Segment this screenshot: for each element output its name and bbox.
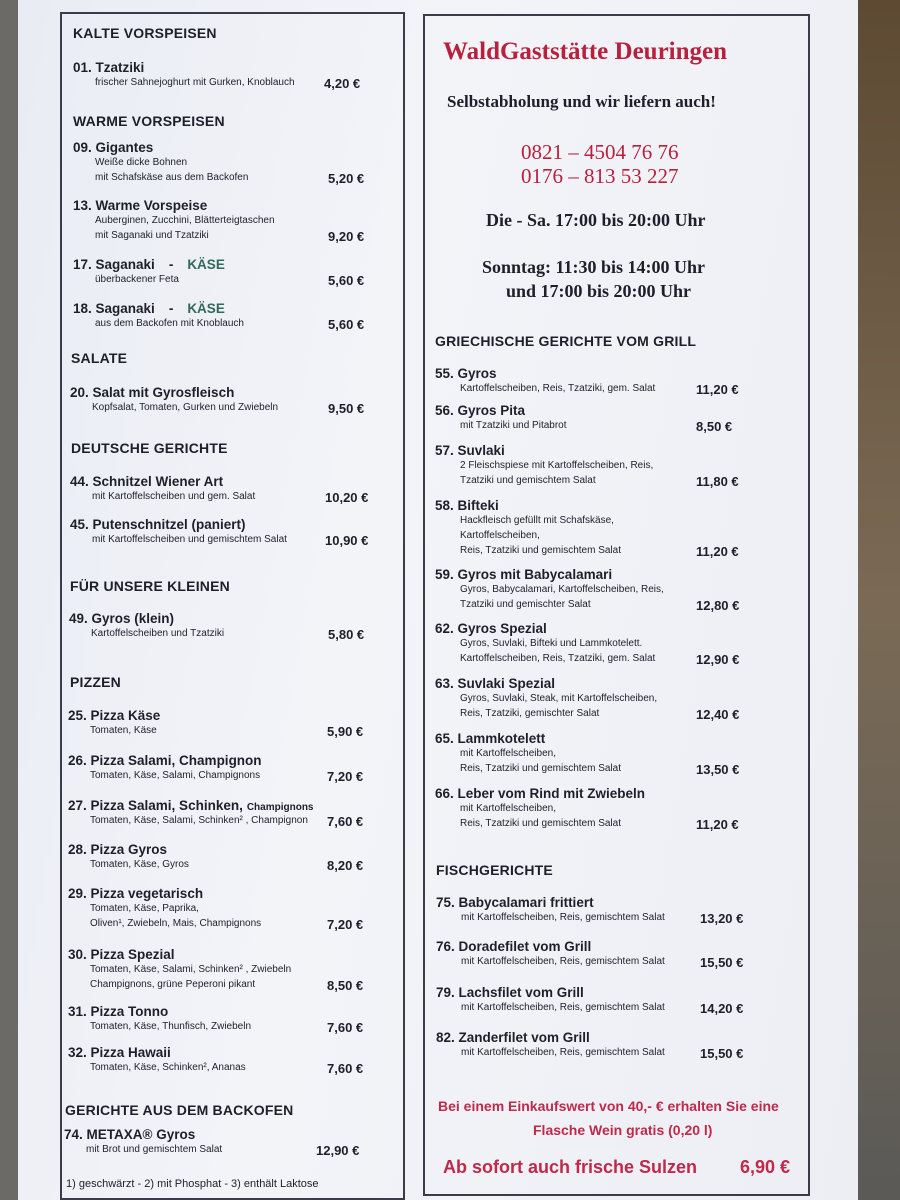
promo-sulzen-price: 6,90 € [740, 1157, 791, 1177]
section-title: GRIECHISCHE GERICHTE VOM GRILL [435, 333, 697, 349]
menu-item-name: 18. Saganaki [73, 301, 155, 316]
promo-sulzen: Ab sofort auch frische Sulzen [443, 1157, 698, 1177]
menu-item-price: 7,60 € [327, 1061, 364, 1076]
menu-item-name: 13. Warme Vorspeise [73, 198, 208, 213]
menu-item-name: 01. Tzatziki [73, 60, 145, 75]
menu-item-price: 10,90 € [325, 533, 369, 548]
menu-item [73, 257, 225, 287]
menu-item-price: 11,20 € [696, 544, 739, 559]
menu-item-description: Kartoffelscheiben, [460, 530, 540, 541]
menu-item-price: 5,90 € [327, 724, 364, 739]
menu-item-description: Gyros, Suvlaki, Steak, mit Kartoffelscheiben, [460, 693, 658, 704]
menu-item-name: 65. Lammkotelett [435, 731, 546, 746]
footnote: 1) geschwärzt - 2) mit Phosphat - 3) enthält Laktose [66, 1178, 319, 1190]
menu-item-name: 31. Pizza Tonno [68, 1004, 169, 1019]
menu-item-price: 13,20 € [700, 911, 744, 926]
section-title: DEUTSCHE GERICHTE [71, 440, 228, 456]
hours-weekdays: Die - Sa. 17:00 bis 20:00 Uhr [486, 210, 706, 230]
section-title: WARME VORSPEISEN [73, 113, 225, 129]
restaurant-name: WaldGaststätte Deuringen [443, 38, 728, 65]
menu-item-description: mit Brot und gemischtem Salat [86, 1144, 223, 1155]
menu-item [435, 731, 621, 776]
menu-item-description: Auberginen, Zucchini, Blätterteigtaschen [95, 215, 275, 226]
menu-item-description: Reis, Tzatziki und gemischtem Salat [460, 818, 621, 829]
hours-sunday-evening: und 17:00 bis 20:00 Uhr [506, 281, 692, 301]
menu-item-description: Gyros, Babycalamari, Kartoffelscheiben, Reis, [460, 584, 664, 595]
menu-item-description: Tomaten, Käse, Paprika, [90, 903, 199, 914]
menu-item-name: 28. Pizza Gyros [68, 842, 168, 857]
section-title: GERICHTE AUS DEM BACKOFEN [65, 1102, 294, 1118]
menu-item [436, 1030, 665, 1060]
menu-item [70, 474, 255, 504]
menu-item-description: Champignons, grüne Peperoni pikant [90, 979, 256, 990]
menu-item-description: Tomaten, Käse, Salami, Schinken² , Champignon [90, 815, 308, 826]
menu-item [435, 498, 621, 558]
menu-item-name: 82. Zanderfilet vom Grill [436, 1030, 590, 1045]
menu-item-price: 9,50 € [328, 401, 365, 416]
separator: - [168, 301, 174, 316]
cheese-tag: KÄSE [187, 301, 225, 316]
menu-item-description: mit Kartoffelscheiben, [460, 748, 556, 759]
separator: - [168, 257, 174, 272]
menu-item-price: 11,80 € [696, 474, 739, 489]
promo-text: Bei einem Einkaufswert von 40,- € erhalten Sie eine [438, 1098, 779, 1114]
menu-item-price: 15,50 € [700, 955, 744, 970]
menu-item-description: mit Kartoffelscheiben, Reis, gemischtem Salat [461, 1002, 665, 1013]
menu-item [73, 198, 275, 243]
menu-item [73, 301, 244, 331]
background-edge [858, 0, 900, 1200]
menu-item-price: 7,20 € [327, 917, 364, 932]
menu-item-description: 2 Fleischspiese mit Kartoffelscheiben, Reis, [460, 460, 654, 471]
menu-item-description: Tomaten, Käse, Salami, Schinken² , Zwiebeln [90, 964, 292, 975]
phone-1: 0821 – 4504 76 76 [521, 140, 679, 164]
menu-item-price: 8,50 € [696, 419, 733, 434]
menu-item [68, 1045, 246, 1075]
menu-item-name: 74. METAXA® Gyros [64, 1127, 196, 1142]
menu-item-description: mit Schafskäse aus dem Backofen [95, 172, 249, 183]
phone-2: 0176 – 813 53 227 [521, 164, 679, 188]
menu-item-description: Tomaten, Käse, Gyros [90, 859, 189, 870]
menu-item-description: Tomaten, Käse, Schinken², Ananas [90, 1062, 246, 1073]
menu-item [435, 567, 664, 612]
menu-item-description: Hackfleisch gefüllt mit Schafskäse, [460, 515, 614, 526]
menu-item-price: 5,60 € [328, 273, 365, 288]
menu-item [435, 366, 655, 396]
menu-item-name: 75. Babycalamari frittiert [436, 895, 594, 910]
menu-item-description: Reis, Tzatziki und gemischtem Salat [460, 763, 621, 774]
menu-item [68, 798, 314, 828]
section-title: KALTE VORSPEISEN [73, 25, 217, 41]
menu-item [436, 985, 665, 1015]
menu-item [435, 403, 567, 433]
menu-item [436, 939, 665, 969]
menu-item-name: 09. Gigantes [73, 140, 154, 155]
menu-item-name: 55. Gyros [435, 366, 497, 381]
menu-item-price: 9,20 € [328, 229, 365, 244]
menu-item [68, 1004, 251, 1034]
menu-item-name: 45. Putenschnitzel (paniert) [70, 517, 246, 532]
menu-item-description: frischer Sahnejoghurt mit Gurken, Knoblauch [95, 77, 295, 88]
menu-item-description: überbackener Feta [95, 274, 179, 285]
menu-item-price: 15,50 € [700, 1046, 744, 1061]
menu-item-price: 5,80 € [328, 627, 365, 642]
menu-item [68, 708, 160, 738]
menu-item-description: mit Kartoffelscheiben, [460, 803, 556, 814]
menu-item-name: 20. Salat mit Gyrosfleisch [70, 385, 235, 400]
menu-item-name: 49. Gyros (klein) [69, 611, 175, 626]
menu-item-description: mit Tzatziki und Pitabrot [460, 420, 567, 431]
menu-item-price: 8,50 € [327, 978, 364, 993]
menu-item [64, 1127, 222, 1157]
menu-item-price: 12,40 € [696, 707, 740, 722]
menu-item-description: mit Kartoffelscheiben und gem. Salat [92, 491, 256, 502]
menu-item [68, 842, 189, 872]
menu-item [435, 621, 655, 666]
menu-item-price: 11,20 € [696, 382, 739, 397]
cheese-tag: KÄSE [187, 257, 225, 272]
menu-item-name: 26. Pizza Salami, Champignon [68, 753, 262, 768]
menu-item [435, 443, 653, 488]
menu-item-name: 30. Pizza Spezial [68, 947, 175, 962]
menu-item-name: 56. Gyros Pita [435, 403, 526, 418]
menu-item-name-suffix: Champignons [246, 802, 314, 813]
menu-item [70, 517, 287, 547]
menu-item-description: Tomaten, Käse [90, 725, 157, 736]
menu-item-price: 5,20 € [328, 171, 365, 186]
menu-item-name: 17. Saganaki [73, 257, 155, 272]
menu-item [68, 947, 291, 992]
section-title: FÜR UNSERE KLEINEN [70, 578, 230, 594]
menu-item-description: mit Kartoffelscheiben, Reis, gemischtem Salat [461, 956, 665, 967]
menu-item [73, 60, 295, 90]
menu-item-description: Kartoffelscheiben, Reis, Tzatziki, gem. Salat [460, 383, 656, 394]
menu-item [69, 611, 224, 641]
menu-item-name: 59. Gyros mit Babycalamari [435, 567, 613, 582]
tagline: Selbstabholung und wir liefern auch! [447, 92, 716, 111]
menu-item-description: Gyros, Suvlaki, Bifteki und Lammkotelett. [460, 638, 643, 649]
menu-item [73, 140, 248, 185]
menu-item-description: aus dem Backofen mit Knoblauch [95, 318, 244, 329]
menu-item-price: 8,20 € [327, 858, 364, 873]
menu-item-description: Kartoffelscheiben, Reis, Tzatziki, gem. Salat [460, 653, 656, 664]
menu-item [436, 895, 665, 925]
menu-item-price: 7,60 € [327, 1020, 364, 1035]
menu-item-name: 62. Gyros Spezial [435, 621, 547, 636]
menu-item [435, 786, 645, 831]
menu-item-name: 44. Schnitzel Wiener Art [70, 474, 224, 489]
menu-item-price: 12,90 € [316, 1143, 360, 1158]
menu-item [68, 753, 262, 783]
menu-item-description: Reis, Tzatziki, gemischter Salat [460, 708, 600, 719]
menu-item-price: 5,60 € [328, 317, 365, 332]
menu-item-description: mit Kartoffelscheiben, Reis, gemischtem Salat [461, 1047, 665, 1058]
menu-item-description: mit Saganaki und Tzatziki [95, 230, 209, 241]
menu-item-name: 27. Pizza Salami, Schinken, [68, 798, 243, 813]
section-title: SALATE [71, 350, 128, 366]
menu-item-price: 10,20 € [325, 490, 369, 505]
promo-text: Flasche Wein gratis (0,20 l) [533, 1122, 713, 1138]
menu-item-description: Weiße dicke Bohnen [95, 157, 188, 168]
menu-item-description: Kopfsalat, Tomaten, Gurken und Zwiebeln [92, 402, 279, 413]
menu-item-name: 63. Suvlaki Spezial [435, 676, 556, 691]
hours-sunday: Sonntag: 11:30 bis 14:00 Uhr [482, 257, 706, 277]
menu-item [68, 886, 261, 931]
menu-item-price: 12,90 € [696, 652, 740, 667]
menu-item-name: 32. Pizza Hawaii [68, 1045, 171, 1060]
menu-item-price: 7,20 € [327, 769, 364, 784]
menu-item-description: Tomaten, Käse, Salami, Champignons [90, 770, 261, 781]
menu-item-description: Tzatziki und gemischter Salat [460, 599, 591, 610]
menu-item-name: 25. Pizza Käse [68, 708, 161, 723]
menu-item-description: mit Kartoffelscheiben und gemischtem Salat [92, 534, 287, 545]
menu-item-name: 29. Pizza vegetarisch [68, 886, 204, 901]
menu-item-name: 79. Lachsfilet vom Grill [436, 985, 584, 1000]
section-title: PIZZEN [70, 674, 121, 690]
menu-item-price: 11,20 € [696, 817, 739, 832]
menu-item-description: Tomaten, Käse, Thunfisch, Zwiebeln [90, 1021, 252, 1032]
menu-item-name: 66. Leber vom Rind mit Zwiebeln [435, 786, 646, 801]
menu-item-price: 13,50 € [696, 762, 740, 777]
menu-item-name: 58. Bifteki [435, 498, 499, 513]
menu-item-description: Oliven¹, Zwiebeln, Mais, Champignons [90, 918, 262, 929]
menu-item [70, 385, 278, 415]
menu-item [435, 676, 657, 721]
menu-item-price: 7,60 € [327, 814, 364, 829]
menu-item-name: 57. Suvlaki [435, 443, 505, 458]
menu-item-description: Tzatziki und gemischtem Salat [460, 475, 596, 486]
menu-item-price: 12,80 € [696, 598, 740, 613]
section-title: FISCHGERICHTE [436, 862, 553, 878]
menu-item-description: mit Kartoffelscheiben, Reis, gemischtem Salat [461, 912, 665, 923]
menu-item-description: Reis, Tzatziki und gemischtem Salat [460, 545, 621, 556]
menu-item-description: Kartoffelscheiben und Tzatziki [91, 628, 225, 639]
menu-item-price: 4,20 € [324, 76, 361, 91]
menu-item-price: 14,20 € [700, 1001, 744, 1016]
menu-item-name: 76. Doradefilet vom Grill [436, 939, 592, 954]
